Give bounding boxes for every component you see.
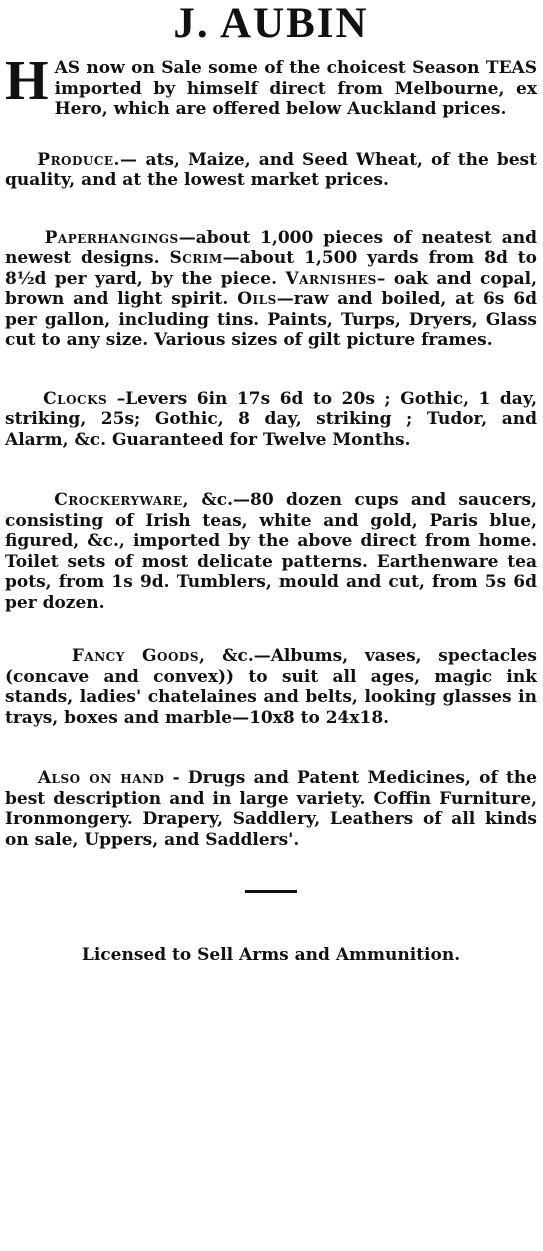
scrim-heading: Scrim	[169, 248, 223, 268]
produce-paragraph	[5, 150, 537, 191]
fancy-goods-heading: Fancy Goods,	[71, 646, 206, 666]
also-on-hand-heading: Also on hand	[37, 768, 165, 788]
paperhangings-heading: Paperhangings	[44, 227, 179, 248]
paperhangings-paragraph	[5, 228, 537, 351]
crockery-heading: Crockeryware,	[54, 490, 190, 510]
also-on-hand-text: - Drugs and Patent Medicines, of the best description and in large variety. Coffin Furniture, Ironmongery. Drapery, Saddlery, Leathers of all kinds on sale, Uppers, and Saddlers'.	[5, 768, 537, 850]
intro-text: AS now on Sale some of the choicest Season TEAS imported by himself direct from Melbourne, ex Hero, which are offered below Auckland prices.	[54, 58, 537, 119]
scrim-text: —about 1,500 yards from 8d to 8½d per yard, by the piece.	[5, 248, 537, 289]
advert-title: J. AUBIN	[173, 0, 369, 47]
oils-text: —raw and boiled, at 6s 6d per gallon, including tins. Paints, Turps, Dryers, Glass cut to any size. Various sizes of gilt picture frames.	[5, 289, 537, 350]
produce-text: ats, Maize, and Seed Wheat, of the best quality, and at the lowest market prices.	[5, 149, 537, 190]
intro-paragraph	[5, 50, 537, 120]
fancy-goods-text: &c.—Albums, vases, spectacles (concave and convex)) to suit all ages, magic ink stands, ladies' chatelaines and belts, looking glasses in trays, boxes and marble—10x8 to 24x18.	[5, 646, 537, 728]
fancy-goods-paragraph	[5, 646, 537, 728]
varnishes-text: – oak and copal, brown and light spirit.	[5, 268, 537, 309]
crockery-text: &c.—80 dozen cups and saucers, consisting of Irish teas, white and gold, Paris blue, figured, &c., imported by the above direct from home. Toilet sets of most delicate patterns. Earthenware tea pots, from 1s 9d. Tumblers, mould and cut, from 5s 6d per dozen.	[5, 490, 537, 613]
paperhangings-text: —about 1,000 pieces of neatest and newest designs.	[5, 227, 537, 268]
drop-cap: H	[5, 50, 49, 112]
clocks-heading: Clocks	[43, 388, 108, 409]
oils-heading: Oils	[237, 289, 277, 309]
licence-notice: Licensed to Sell Arms and Ammunition.	[81, 945, 461, 965]
produce-heading: Produce.—	[37, 149, 138, 170]
also-on-hand-paragraph	[5, 768, 537, 850]
clocks-text: –Levers 6in 17s 6d to 20s ; Gothic, 1 day, striking, 25s; Gothic, 8 day, striking ; Tudor, and Alarm, &c. Guaranteed for Twelve Months.	[5, 388, 537, 450]
clocks-paragraph	[5, 389, 537, 451]
varnishes-heading: Varnishes	[285, 268, 377, 289]
crockery-paragraph	[5, 490, 537, 613]
